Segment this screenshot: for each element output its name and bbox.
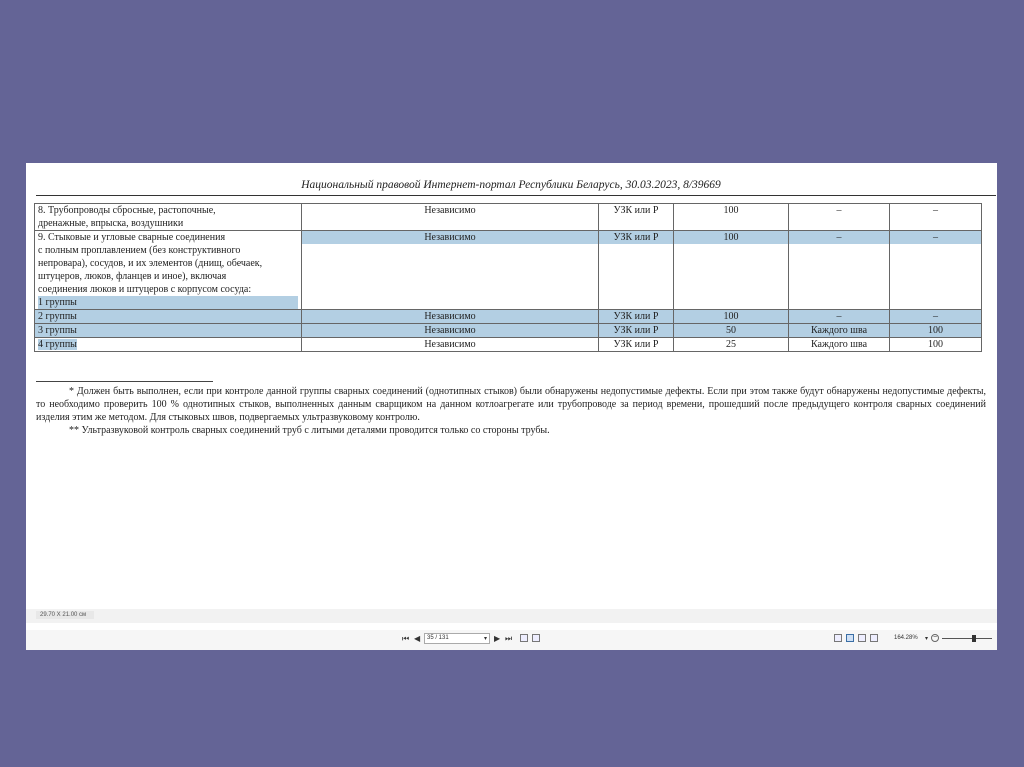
weld-control-table	[34, 203, 982, 352]
footnote-1: * Должен быть выполнен, если при контроле данной группы сварных соединений (однотипных стыков) были обнаружены недопустимые дефекты. Если при этом также будут обнаружены недопустимые дефекты, то необходимо проверить 100 % однотипных стыков, выполненных данным сварщиком на данном котлоагрегате или трубопроводе за период времени, прошедший после предыдущего контроля сварных соединений изделия этим же методом. Для стыковых швов, подвергаемых ультразвуковому контролю.	[36, 386, 986, 423]
zoom-slider-handle[interactable]	[972, 635, 976, 642]
method-cell: Независимо	[302, 310, 599, 324]
extra-cell[interactable]: –	[890, 231, 981, 244]
document-viewer	[26, 163, 997, 650]
scope-cell: –	[789, 310, 890, 324]
single-page-icon[interactable]	[834, 634, 842, 642]
row-label	[35, 338, 302, 352]
extra-cell: 100	[890, 324, 982, 338]
percent-cell: 25	[674, 338, 789, 352]
status-bar	[26, 609, 997, 623]
rotate-icon[interactable]	[532, 634, 540, 642]
scope-cell: Каждого шва	[789, 338, 890, 352]
percent-cell: 50	[674, 324, 789, 338]
extra-cell: 100	[890, 338, 982, 352]
control-cell: УЗК или Р	[599, 310, 674, 324]
label-line: 8. Трубопроводы сбросные, растопочные,	[38, 205, 216, 216]
method-cell: Независимо	[302, 204, 599, 231]
first-page-icon[interactable]: ⏮	[402, 634, 410, 643]
extra-cell: –	[890, 204, 982, 231]
control-cell: УЗК или Р	[599, 324, 674, 338]
zoom-dropdown-icon[interactable]: ▾	[925, 636, 929, 642]
page-size-label: 29.70 X 21.00 см	[36, 611, 94, 619]
table-row	[35, 338, 982, 352]
control-cell[interactable]: УЗК или Р	[599, 231, 673, 244]
label-line: 9. Стыковые и угловые сварные соединения	[38, 232, 226, 243]
label-line: штуцеров, люков, фланцев и иное), включая	[38, 271, 227, 282]
zoom-level[interactable]: 164.28%	[894, 635, 918, 641]
method-cell[interactable]: Независимо	[302, 231, 598, 244]
scope-cell: Каждого шва	[789, 324, 890, 338]
row-label	[35, 231, 302, 310]
label-line: непровара), сосудов, и их элементов (днищ, обечаек,	[38, 258, 263, 269]
label-selected[interactable]: 4 группы	[38, 339, 77, 350]
label-line: с полным проплавлением (без конструктивного	[38, 245, 241, 256]
table-row-selected[interactable]	[35, 310, 982, 324]
method-cell: Независимо	[302, 324, 599, 338]
fit-width-icon[interactable]	[870, 634, 878, 642]
continuous-page-icon[interactable]	[846, 634, 854, 642]
viewer-toolbar	[26, 630, 997, 650]
control-cell: УЗК или Р	[599, 204, 674, 231]
control-cell: УЗК или Р	[599, 338, 674, 352]
prev-page-icon[interactable]: ◀	[414, 634, 421, 643]
zoom-slider[interactable]	[942, 638, 992, 639]
table-row-selected[interactable]	[35, 324, 982, 338]
footnotes	[36, 385, 986, 437]
fit-page-icon[interactable]	[520, 634, 528, 642]
footnote-divider	[36, 381, 213, 382]
table-row	[35, 231, 982, 310]
next-page-icon[interactable]: ▶	[494, 634, 501, 643]
scope-cell: –	[789, 204, 890, 231]
page-dropdown-icon[interactable]: ▾	[484, 636, 488, 642]
zoom-out-icon[interactable]: −	[932, 634, 938, 641]
header-divider	[36, 195, 996, 196]
table-row	[35, 204, 982, 231]
two-page-icon[interactable]	[858, 634, 866, 642]
label-line-selected[interactable]: 1 группы	[38, 296, 298, 309]
document-header: Национальный правовой Интернет-портал Республики Беларусь, 30.03.2023, 8/39669	[301, 179, 721, 191]
footnote-2: ** Ультразвуковой контроль сварных соединений труб с литыми деталями проводится только со стороны трубы.	[69, 425, 550, 436]
method-cell: Независимо	[302, 338, 599, 352]
page-number-input[interactable]: 35 / 131	[424, 633, 490, 644]
row-label: 2 группы	[35, 310, 302, 324]
last-page-icon[interactable]: ⏭	[505, 634, 513, 643]
row-label: 3 группы	[35, 324, 302, 338]
percent-cell: 100	[674, 310, 789, 324]
percent-cell: 100	[674, 204, 789, 231]
label-line: дренажные, впрыска, воздушники	[38, 218, 184, 229]
scope-cell[interactable]: –	[789, 231, 889, 244]
percent-cell[interactable]: 100	[674, 231, 788, 244]
row-label	[35, 204, 302, 231]
label-line: соединения люков и штуцеров с корпусом сосуда:	[38, 284, 252, 295]
extra-cell: –	[890, 310, 982, 324]
